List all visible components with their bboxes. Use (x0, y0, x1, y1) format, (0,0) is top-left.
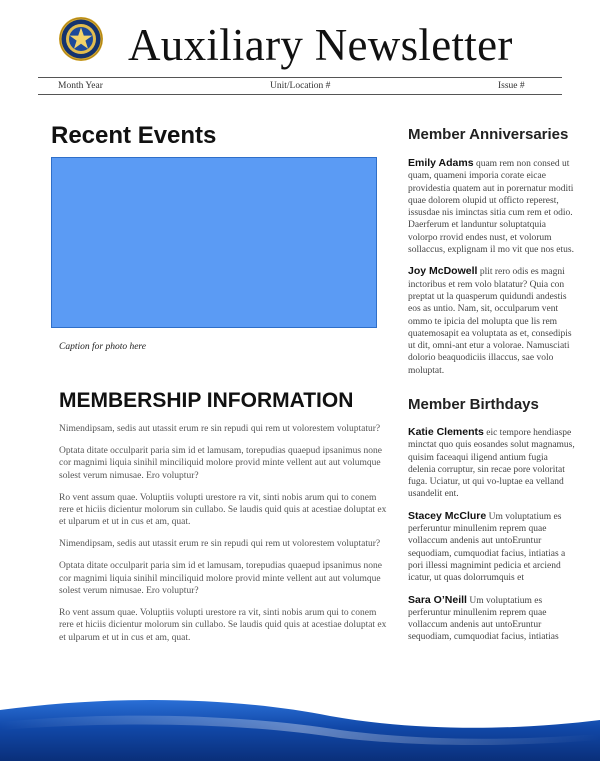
anniversaries-list (408, 157, 576, 386)
list-item (408, 157, 576, 256)
membership-paragraph: Nimendipsam, sedis aut utassit erum re sin repudi qui rem ut volorestem voluptatur? (59, 424, 381, 434)
header-top-rule (38, 77, 562, 78)
membership-paragraph: Nimendipsam, sedis aut utassit erum re sin repudi qui rem ut volorestem voluptatur? (59, 539, 381, 550)
birthdays-list (408, 426, 576, 653)
photo-placeholder (51, 157, 377, 328)
month-year-label: Month Year (58, 81, 103, 91)
membership-information-heading: MEMBERSHIP INFORMATION (59, 389, 354, 412)
member-birthdays-heading: Member Birthdays (408, 396, 539, 413)
member-name: Stacey McClure (408, 509, 487, 522)
photo-caption: Caption for photo here (59, 342, 146, 352)
list-item (408, 426, 576, 501)
member-name: Sara O’Neill (408, 593, 467, 606)
member-name: Emily Adams (408, 157, 474, 169)
footer-wave-decoration (0, 690, 600, 761)
membership-paragraph: Ro vent assum quae. Voluptiis volupti urestore ra vit, sinti nobis arum qui to conem rere et hiciis dicientur molorum sin cullabo. Se laudis quid quis at acestiae doluptat ex et ulparum et ut in cus et am, quat. (59, 492, 387, 528)
member-name: Joy McDowell (408, 265, 478, 278)
member-note: Um voluptatium es perferuntur minullenim reprem quae vollaccum andenis aut untoEruntur sequodiam, cumquodiat facius, intiatias (408, 595, 559, 643)
newsletter-title: Auxiliary Newsletter (128, 20, 513, 70)
member-note: Um voluptatium es perferuntur minullenim reprem quae vollaccum andenis aut untoEruntur sequodiam, cumquodiat facius, intiatias a pori illessi magnimint pedicia et arciend icatur, ut quas dolorrumquis et (408, 511, 566, 584)
list-item (408, 594, 576, 644)
unit-location-label: Unit/Location # (270, 81, 331, 91)
issue-label: Issue # (498, 81, 525, 91)
membership-paragraph: Optata ditate occulparit paria sim id et lamusam, torepudias quaepud ipsanimus none cor magnimi liquia sinihil minciliquid molore provid minte vellent aut aut volumque solest verum nimusae. Ero voluptur? (59, 561, 382, 597)
recent-events-heading: Recent Events (51, 122, 217, 149)
auxiliary-emblem-logo (58, 16, 104, 62)
membership-body (59, 423, 391, 654)
header-bottom-rule (38, 94, 562, 95)
membership-paragraph: Optata ditate occulparit paria sim id et lamusam, torepudias quaepud ipsanimus none cor magnimi liquia sinihil minciliquid molore provid minte vellent aut aut volumque solest verum nimusae. Ero voluptur? (59, 445, 382, 481)
list-item (408, 510, 576, 585)
member-note: quam rem non consed ut quam, quameni imporia corate eicae providestia quatem aut in porernatur moditi quae dolorem olupid ut officto reperest, issusdae nis iminctas sitia cum rem et odio. Daerferum et landuntur soluptatquia volorpo rrovid endes nust, et volorum sollaccus, explignam il mo vit que nos etus. (408, 159, 574, 256)
member-anniversaries-heading: Member Anniversaries (408, 126, 569, 143)
member-name: Katie Clements (408, 426, 484, 438)
membership-paragraph: Ro vent assum quae. Voluptiis volupti urestore ra vit, sinti nobis arum qui to conem rere et hiciis dicientur molorum sin cullabo. Se laudis quid quis at acestiae doluptat ex et ulparum et ut in cus et am, quat. (59, 607, 387, 643)
member-note: eic tempore hendiaspe minctat quo quis eosandes solut magnamus, quisim faceaqui iligend antium fugia delenia corruptur, sin recae pore voloritat fuga. Uciatur, ut qui vo-luptae ea velland usandelit ent. (408, 428, 575, 500)
list-item (408, 265, 576, 377)
member-note: plit rero odis es magni inctoribus et rem volo blatatur? Quia con preptat ut la quasperum quidundi andestis eos as untio. Nam, sit, occulparum vent ommo te ipicia del molupta que lis rem quatemosapit ea voluptata as et, consedipis ut dit, omni-ant etur a volorae. Namusciati dolorio beaquodiciis illaccus, sae volo moluptat. (408, 267, 572, 376)
